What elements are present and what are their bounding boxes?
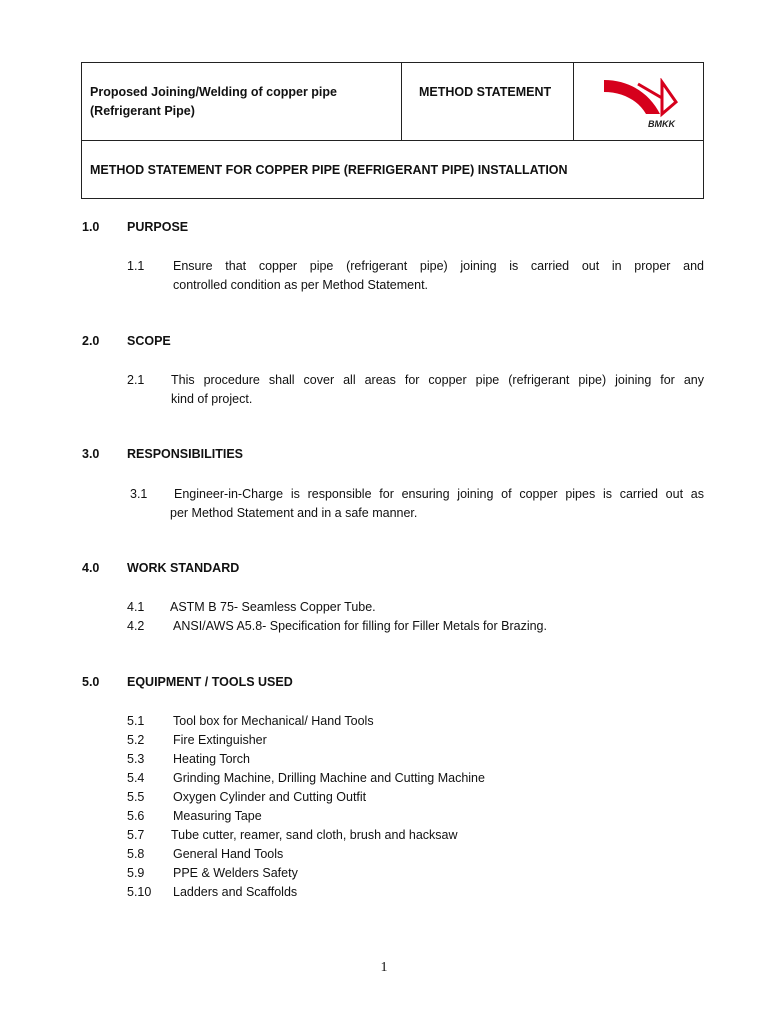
item-number: 5.7 xyxy=(127,828,145,842)
bmkk-logo xyxy=(602,78,678,134)
item-number: 5.8 xyxy=(127,847,145,861)
header-logo-cell xyxy=(574,63,703,140)
item-number: 2.1 xyxy=(127,373,145,387)
item-number: 5.9 xyxy=(127,866,145,880)
item-text: Heating Torch xyxy=(173,752,250,766)
item-number: 3.1 xyxy=(130,487,148,501)
section-number: 2.0 xyxy=(82,334,100,348)
item-text: Tube cutter, reamer, sand cloth, brush and hacksaw xyxy=(171,828,458,842)
item-number: 4.2 xyxy=(127,619,145,633)
section-number: 4.0 xyxy=(82,561,100,575)
section-number: 5.0 xyxy=(82,675,100,689)
header-table xyxy=(81,62,704,199)
item-text: Grinding Machine, Drilling Machine and Cutting Machine xyxy=(173,771,485,785)
item-text-line1: This procedure shall cover all areas for copper pipe (refrigerant pipe) joining for any xyxy=(171,373,704,387)
item-text-line1: Ensure that copper pipe (refrigerant pipe) joining is carried out in proper and xyxy=(173,259,704,273)
header-title-cell xyxy=(82,63,402,140)
header-row-top xyxy=(82,63,703,141)
item-text: Ladders and Scaffolds xyxy=(173,885,298,899)
section-title: PURPOSE xyxy=(127,220,189,234)
header-doc-type: METHOD STATEMENT xyxy=(419,85,552,99)
item-text: Measuring Tape xyxy=(173,809,262,823)
item-text: Tool box for Mechanical/ Hand Tools xyxy=(173,714,374,728)
section-title: EQUIPMENT / TOOLS USED xyxy=(127,675,293,689)
section-title: WORK STANDARD xyxy=(127,561,240,575)
item-text: PPE & Welders Safety xyxy=(173,866,298,880)
item-text-line2: kind of project. xyxy=(171,392,253,406)
item-number: 5.2 xyxy=(127,733,145,747)
header-title-line2: (Refrigerant Pipe) xyxy=(90,104,195,118)
section-number: 1.0 xyxy=(82,220,100,234)
header-subtitle: METHOD STATEMENT FOR COPPER PIPE (REFRIGERANT PIPE) INSTALLATION xyxy=(90,163,568,177)
item-text: Fire Extinguisher xyxy=(173,733,267,747)
item-text: General Hand Tools xyxy=(173,847,284,861)
item-text-line2: controlled condition as per Method Statement. xyxy=(173,278,429,292)
section-title: SCOPE xyxy=(127,334,171,348)
item-text-line2: per Method Statement and in a safe manner. xyxy=(170,506,418,520)
item-number: 1.1 xyxy=(127,259,145,273)
item-number: 5.3 xyxy=(127,752,145,766)
item-number: 4.1 xyxy=(127,600,145,614)
section-number: 3.0 xyxy=(82,447,100,461)
item-number: 5.1 xyxy=(127,714,145,728)
item-number: 5.6 xyxy=(127,809,145,823)
item-number: 5.5 xyxy=(127,790,145,804)
page-number: 1 xyxy=(380,960,388,975)
logo-text: BMKK xyxy=(648,119,675,129)
header-doc-type-cell xyxy=(402,63,574,140)
item-text: Oxygen Cylinder and Cutting Outfit xyxy=(173,790,367,804)
header-row-subtitle xyxy=(82,141,703,198)
item-text: ASTM B 75- Seamless Copper Tube. xyxy=(170,600,376,614)
item-text: ANSI/AWS A5.8- Specification for filling for Filler Metals for Brazing. xyxy=(173,619,547,633)
item-number: 5.10 xyxy=(127,885,152,899)
item-number: 5.4 xyxy=(127,771,145,785)
section-title: RESPONSIBILITIES xyxy=(127,447,243,461)
header-title-line1: Proposed Joining/Welding of copper pipe xyxy=(90,85,337,99)
item-text-line1: Engineer-in-Charge is responsible for ensuring joining of copper pipes is carried out as xyxy=(174,487,704,501)
